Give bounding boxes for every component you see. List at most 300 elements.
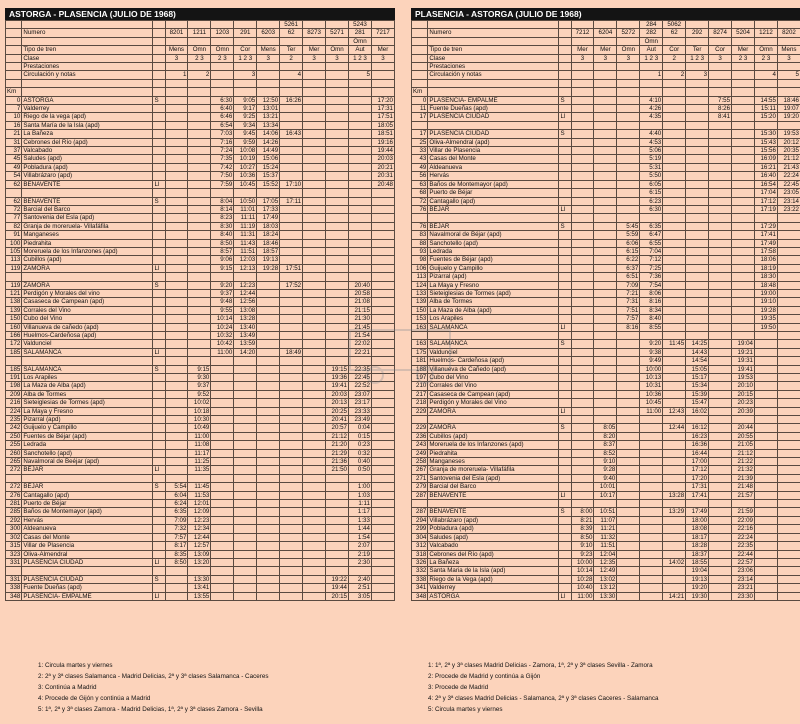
time-cell (326, 289, 349, 297)
spacer-row (412, 37, 800, 45)
time-cell (709, 558, 732, 566)
station-name: BENAVENTE (22, 180, 153, 188)
arrival-departure-mark: Ll (559, 205, 571, 213)
train-prefix (732, 21, 755, 29)
time-cell (371, 416, 394, 424)
time-cell (755, 441, 778, 449)
time-cell (188, 357, 211, 365)
time-cell: 8:35 (165, 550, 188, 558)
station-row (412, 558, 800, 566)
time-cell (663, 273, 686, 281)
time-cell (663, 458, 686, 466)
station-km: 33 (412, 147, 428, 155)
time-cell (349, 264, 372, 272)
station-row (6, 516, 395, 524)
station-row (412, 121, 800, 129)
train-class: 1 2 3 (234, 54, 257, 62)
time-cell: 14:26 (257, 138, 280, 146)
note-ref (326, 71, 349, 79)
station-row (412, 424, 800, 432)
station-name: BENAVENTE (428, 491, 559, 499)
time-cell (755, 424, 778, 432)
time-cell: 20:21 (371, 163, 394, 171)
station-km: 292 (6, 516, 22, 524)
station-name: Manganeses (428, 458, 559, 466)
time-cell (326, 525, 349, 533)
station-km: 185 (6, 365, 22, 373)
time-cell (234, 365, 257, 373)
arrival-departure-mark: S (153, 483, 165, 491)
station-km: 160 (6, 323, 22, 331)
time-cell (326, 491, 349, 499)
time-cell (188, 180, 211, 188)
time-cell (280, 155, 303, 163)
time-cell: 7:09 (617, 281, 640, 289)
time-cell (663, 214, 686, 222)
time-cell (640, 525, 663, 533)
time-cell: 23:22 (777, 205, 800, 213)
arrival-departure-mark (559, 105, 571, 113)
arrival-departure-mark (153, 222, 165, 230)
time-cell: 12:01 (188, 500, 211, 508)
time-cell (663, 374, 686, 382)
time-cell (303, 584, 326, 592)
time-cell (211, 357, 234, 365)
station-name: Villar de Plasencia (22, 542, 153, 550)
time-cell: 10:13 (640, 374, 663, 382)
time-cell (280, 365, 303, 373)
footnote: 1: 1ª, 2ª y 3ª clases Madrid Delicias - Zamora, 1ª, 2ª y 3ª clases Sevilla - Zamora (428, 662, 653, 669)
time-cell (617, 474, 640, 482)
station-row (412, 466, 800, 474)
time-cell: 20:41 (326, 416, 349, 424)
time-cell (594, 357, 617, 365)
time-cell (571, 306, 594, 314)
time-cell (732, 105, 755, 113)
time-cell: 19:21 (732, 348, 755, 356)
time-cell (777, 508, 800, 516)
km-cell (6, 46, 22, 54)
train-prefix (234, 21, 257, 29)
train-type-top (371, 37, 394, 45)
time-cell (777, 231, 800, 239)
station-row (6, 441, 395, 449)
time-cell (709, 180, 732, 188)
time-cell: 22:45 (349, 374, 372, 382)
time-cell (709, 315, 732, 323)
train-type: Ter (686, 46, 709, 54)
time-cell (709, 567, 732, 575)
time-cell: 23:07 (349, 390, 372, 398)
time-cell (663, 331, 686, 339)
mark-cell (559, 29, 571, 37)
time-cell (280, 525, 303, 533)
time-cell: 17:58 (755, 247, 778, 255)
time-cell: 21:12 (732, 449, 755, 457)
time-cell (755, 357, 778, 365)
arrival-departure-mark (559, 306, 571, 314)
time-cell (571, 105, 594, 113)
station-row (6, 289, 395, 297)
time-cell: 20:48 (371, 180, 394, 188)
time-cell (188, 315, 211, 323)
station-name: Sanchotello (apd) (22, 449, 153, 457)
time-cell (326, 264, 349, 272)
train-prefix (165, 21, 188, 29)
time-cell (303, 424, 326, 432)
station-km: 348 (412, 592, 428, 600)
time-cell (371, 432, 394, 440)
time-cell (755, 407, 778, 415)
time-cell (594, 331, 617, 339)
time-cell: 16:02 (686, 407, 709, 415)
service-cell (571, 63, 594, 71)
station-name: Manganeses (22, 231, 153, 239)
station-km: 150 (6, 315, 22, 323)
time-cell (165, 130, 188, 138)
time-cell (777, 357, 800, 365)
station-name: Granja de moreruela- Villafáfila (428, 466, 559, 474)
time-cell: 10:18 (188, 407, 211, 415)
service-cell (280, 63, 303, 71)
train-type: Mer (594, 46, 617, 54)
time-cell (755, 374, 778, 382)
time-cell: 13:40 (234, 323, 257, 331)
station-name (22, 357, 153, 365)
time-cell: 13:21 (257, 113, 280, 121)
time-cell (326, 189, 349, 197)
time-cell: 16:54 (755, 180, 778, 188)
station-name (428, 500, 559, 508)
time-cell (571, 483, 594, 491)
arrival-departure-mark (153, 163, 165, 171)
time-cell (280, 247, 303, 255)
time-cell: 15:43 (755, 138, 778, 146)
time-cell: 23:30 (732, 592, 755, 600)
time-cell (663, 256, 686, 264)
time-cell (234, 458, 257, 466)
time-cell (755, 416, 778, 424)
train-number: 8202 (777, 29, 800, 37)
time-cell (663, 264, 686, 272)
time-cell (280, 222, 303, 230)
time-cell: 15:30 (755, 130, 778, 138)
time-cell: 13:59 (234, 340, 257, 348)
time-cell: 17:49 (755, 239, 778, 247)
service-cell (686, 63, 709, 71)
time-cell (617, 466, 640, 474)
arrival-departure-mark: Ll (153, 592, 165, 600)
time-cell: 5:31 (640, 163, 663, 171)
time-cell: 10:28 (571, 575, 594, 583)
station-km: 43 (412, 155, 428, 163)
time-cell (571, 441, 594, 449)
station-km: 235 (6, 416, 22, 424)
train-class: 3 (165, 54, 188, 62)
station-row (6, 163, 395, 171)
time-cell: 8:21 (571, 516, 594, 524)
train-class: 3 (594, 54, 617, 62)
mark-cell (559, 71, 571, 79)
time-cell (371, 424, 394, 432)
time-cell (165, 382, 188, 390)
time-cell (755, 516, 778, 524)
time-cell (234, 424, 257, 432)
station-row (6, 256, 395, 264)
time-cell (571, 172, 594, 180)
time-cell: 19:00 (755, 289, 778, 297)
train-type: Aut (640, 46, 663, 54)
time-cell (686, 273, 709, 281)
train-number: 281 (349, 29, 372, 37)
station-name: ZAMORA (22, 281, 153, 289)
time-cell (349, 205, 372, 213)
time-cell: 11:00 (640, 407, 663, 415)
station-row (6, 416, 395, 424)
time-cell: 14:54 (686, 357, 709, 365)
time-cell: 13:49 (234, 331, 257, 339)
time-cell: 22:44 (732, 550, 755, 558)
time-cell (571, 264, 594, 272)
station-row (6, 458, 395, 466)
time-cell (303, 113, 326, 121)
mark-cell (559, 46, 571, 54)
time-cell (257, 542, 280, 550)
arrival-departure-mark (153, 432, 165, 440)
time-cell (257, 374, 280, 382)
time-cell: 13:30 (188, 575, 211, 583)
time-cell: 8:34 (640, 306, 663, 314)
time-cell: 18:28 (686, 542, 709, 550)
time-cell (777, 323, 800, 331)
time-cell (257, 306, 280, 314)
arrival-departure-mark (559, 331, 571, 339)
service-cell (663, 63, 686, 71)
train-type-top (777, 37, 800, 45)
time-cell (188, 567, 211, 575)
arrival-departure-mark (153, 357, 165, 365)
time-cell (349, 121, 372, 129)
time-cell (709, 508, 732, 516)
km-cell (412, 29, 428, 37)
time-cell (257, 558, 280, 566)
time-cell (686, 256, 709, 264)
time-cell: 5:54 (165, 483, 188, 491)
time-cell: 11:01 (234, 205, 257, 213)
note-ref (571, 71, 594, 79)
row-label: Clase (428, 54, 559, 62)
arrival-departure-mark: Ll (153, 348, 165, 356)
time-cell (640, 483, 663, 491)
service-cell (188, 63, 211, 71)
train-number: 7217 (371, 29, 394, 37)
blank-cell (686, 88, 709, 96)
station-km: 267 (412, 466, 428, 474)
train-number: 7212 (571, 29, 594, 37)
footnote: 5: Circula martes y viernes (428, 706, 503, 713)
time-cell: 12:13 (234, 264, 257, 272)
time-cell: 19:20 (686, 584, 709, 592)
station-km: 0 (6, 96, 22, 104)
time-cell (709, 592, 732, 600)
time-cell: 19:15 (326, 365, 349, 373)
time-cell (686, 138, 709, 146)
time-cell (234, 491, 257, 499)
time-cell (777, 281, 800, 289)
time-cell (257, 340, 280, 348)
time-cell (280, 172, 303, 180)
time-cell (257, 281, 280, 289)
station-km: 77 (6, 214, 22, 222)
time-cell (571, 458, 594, 466)
time-cell (617, 147, 640, 155)
time-cell: 17:05 (257, 197, 280, 205)
time-cell (663, 323, 686, 331)
time-cell (732, 289, 755, 297)
time-cell (211, 584, 234, 592)
train-type: Mer (371, 46, 394, 54)
time-cell (755, 483, 778, 491)
time-cell (371, 533, 394, 541)
time-cell: 17:04 (755, 189, 778, 197)
train-class: 3 (326, 54, 349, 62)
train-class: 1 2 3 (686, 54, 709, 62)
arrival-departure-mark (153, 323, 165, 331)
station-name: Corrales del Vino (428, 382, 559, 390)
time-cell (663, 449, 686, 457)
time-cell (371, 264, 394, 272)
station-row (6, 500, 395, 508)
arrival-departure-mark: Ll (559, 407, 571, 415)
time-cell (280, 256, 303, 264)
station-km: 49 (6, 163, 22, 171)
time-cell (303, 365, 326, 373)
time-cell (777, 550, 800, 558)
arrival-departure-mark (153, 458, 165, 466)
time-cell (709, 466, 732, 474)
time-cell: 11:11 (234, 214, 257, 222)
km-cell (6, 71, 22, 79)
arrival-departure-mark (153, 550, 165, 558)
time-cell (594, 289, 617, 297)
time-cell (349, 163, 372, 171)
train-type-top (571, 37, 594, 45)
time-cell (617, 96, 640, 104)
time-cell: 1:11 (349, 500, 372, 508)
arrival-departure-mark (559, 558, 571, 566)
time-cell: 8:52 (594, 449, 617, 457)
station-km: 163 (412, 323, 428, 331)
time-cell (571, 416, 594, 424)
class-row (6, 54, 395, 62)
time-cell: 22:57 (732, 558, 755, 566)
arrival-departure-mark (559, 289, 571, 297)
time-cell (686, 163, 709, 171)
time-cell (640, 584, 663, 592)
time-cell: 12:57 (188, 542, 211, 550)
time-cell (732, 323, 755, 331)
station-name: Ledrada (22, 441, 153, 449)
train-class: 2 (663, 54, 686, 62)
station-name: Oliva-Almendral (apd) (428, 138, 559, 146)
arrival-departure-mark (153, 138, 165, 146)
arrival-departure-mark: S (153, 96, 165, 104)
arrival-departure-mark (153, 155, 165, 163)
blank-cell (280, 88, 303, 96)
time-cell (617, 130, 640, 138)
time-cell (280, 323, 303, 331)
time-cell (617, 424, 640, 432)
train-type: Mer (571, 46, 594, 54)
time-cell (571, 340, 594, 348)
arrival-departure-mark (559, 138, 571, 146)
time-cell (165, 147, 188, 155)
time-cell (234, 357, 257, 365)
time-cell: 13:09 (188, 550, 211, 558)
time-cell: 21:29 (326, 449, 349, 457)
time-cell (686, 147, 709, 155)
station-row (412, 500, 800, 508)
station-km: 191 (6, 374, 22, 382)
time-cell: 21:12 (777, 155, 800, 163)
time-cell (755, 542, 778, 550)
time-cell (777, 340, 800, 348)
time-cell (280, 231, 303, 239)
time-cell (371, 441, 394, 449)
station-km (412, 121, 428, 129)
label-cell (22, 37, 153, 45)
time-cell: 19:20 (777, 113, 800, 121)
arrival-departure-mark (559, 189, 571, 197)
train-type: Ter (280, 46, 303, 54)
time-cell (165, 374, 188, 382)
time-cell: 20:13 (326, 399, 349, 407)
station-km: 210 (412, 382, 428, 390)
time-cell (188, 113, 211, 121)
blank-cell (571, 88, 594, 96)
station-name: ZAMORA (22, 264, 153, 272)
time-cell: 10:24 (211, 323, 234, 331)
arrival-departure-mark (153, 315, 165, 323)
station-row (412, 584, 800, 592)
time-cell (755, 525, 778, 533)
time-cell (303, 516, 326, 524)
station-row (6, 189, 395, 197)
time-cell (663, 575, 686, 583)
time-cell: 9:48 (211, 298, 234, 306)
time-cell (571, 180, 594, 188)
time-cell (777, 533, 800, 541)
station-name: Baños de Montemayor (apd) (428, 180, 559, 188)
time-cell (349, 256, 372, 264)
time-cell (571, 323, 594, 331)
time-cell (257, 382, 280, 390)
time-cell: 5:59 (617, 231, 640, 239)
station-km: 338 (412, 575, 428, 583)
time-cell (303, 256, 326, 264)
time-cell (326, 550, 349, 558)
time-cell: 9:37 (211, 289, 234, 297)
arrival-departure-mark: Ll (153, 180, 165, 188)
time-cell (303, 592, 326, 600)
time-cell: 5:45 (617, 222, 640, 230)
time-cell (303, 180, 326, 188)
time-cell (326, 121, 349, 129)
time-cell: 21:30 (349, 315, 372, 323)
time-cell (594, 390, 617, 398)
station-km: 106 (412, 264, 428, 272)
time-cell (663, 348, 686, 356)
